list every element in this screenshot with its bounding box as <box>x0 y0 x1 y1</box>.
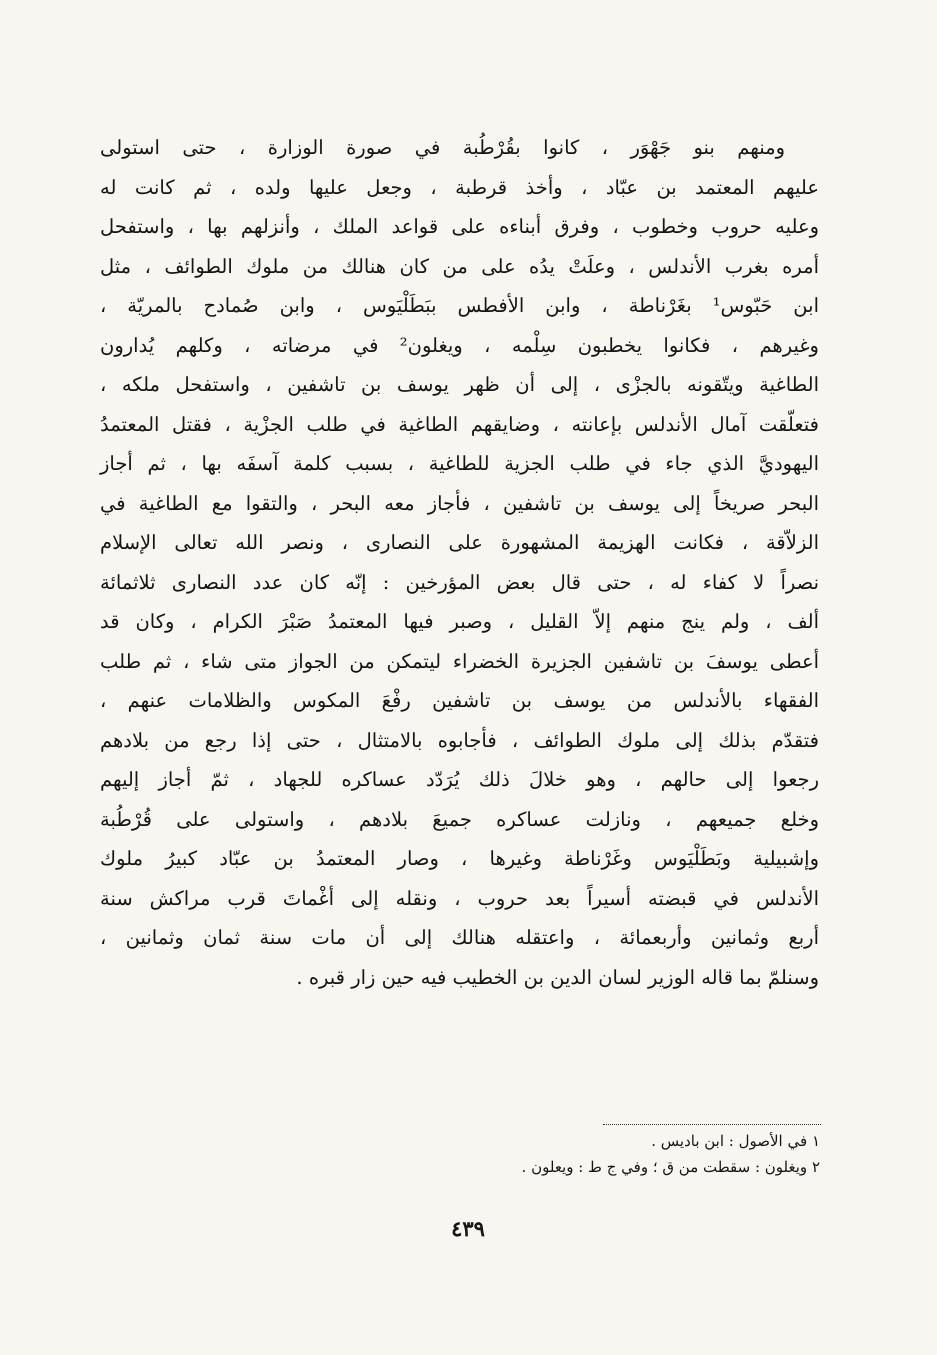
page-number: ٤٣٩ <box>451 1216 485 1241</box>
text-line: الأندلس في قبضته أسيراً بعد حروب ، ونقله إلى أغْماتَ قرب مراكش سنة <box>100 886 819 910</box>
text-line: أربع وثمانين وأربعمائة ، واعتقله هنالك إلى أن مات سنة ثمان وثمانين ، <box>100 926 819 949</box>
text-line: أعطى يوسفَ بن تاشفين الجزيرة الخضراء ليتمكن من الجواز متى شاء ، ثم طلب <box>100 649 819 673</box>
text-line: الفقهاء بالأندلس من يوسف بن تاشفين رفْعَ المكوس والظلامات عنهم ، <box>100 689 819 712</box>
text-line: وعليه حروب وخطوب ، وفرق أبناءه على قواعد الملك ، وأنزلهم بها ، واستفحل <box>100 215 819 238</box>
text-line: اليهوديَّ الذي جاء في طلب الجزية للطاغية ، بسبب كلمة آسفَه بها ، ثم أجاز <box>100 452 819 475</box>
text-line: عليهم المعتمد بن عبّاد ، وأخذ قرطبة ، وجعل عليها ولده ، ثم كانت له <box>100 175 819 199</box>
text-line: ومنهم بنو جَهْوَر ، كانوا بقُرْطُبة في صورة الوزارة ، حتى استولى <box>100 136 785 159</box>
text-line: رجعوا إلى حالهم ، وهو خلالَ ذلك يُرَدّد عساكره للجهاد ، ثمّ أجاز إليهم <box>100 768 819 791</box>
footnote: ١ في الأصول : ابن باديس . <box>651 1132 820 1150</box>
footnotes <box>400 1128 820 1180</box>
text-line: وإشبيلية وبَطَلْيَوس وغَرْناطة وغيرها ، وصار المعتمدُ بن عبّاد كبيرُ ملوك <box>100 847 819 870</box>
text-line: ألف ، ولم ينج منهم إلاّ القليل ، وصبر فيها المعتمدُ صَبْرَ الكرام ، وكان قد <box>100 610 819 633</box>
footnote: ٢ ويغلون : سقطت من ق ؛ وفي ج ط : ويعلون . <box>521 1158 820 1176</box>
text-line: الطاغية ويتّقونه بالجزْى ، إلى أن ظهر يوسف بن تاشفين ، واستفحل ملكه ، <box>100 373 819 396</box>
text-line: فتعلّقت آمال الأندلس بإعانته ، وضايقهم الطاغية في طلب الجزْية ، فقتل المعتمدُ <box>100 412 819 436</box>
text-line: فتقدّم بذلك إلى ملوك الطوائف ، فأجابوه بالامتثال ، حتى إذا رجع من بلادهم <box>100 728 819 752</box>
text-line: وغيرهم ، فكانوا يخطبون سِلْمه ، ويغلون² في مرضاته ، وكلهم يُدارون <box>100 333 819 357</box>
text-line: البحر صريخاً إلى يوسف بن تاشفين ، فأجاز معه البحر ، والتقوا مع الطاغية في <box>100 491 819 515</box>
text-line: أمره بغرب الأندلس ، وعلَتْ يدُه على من كان هنالك من ملوك الطوائف ، مثل <box>100 254 819 278</box>
text-line: وسنلمّ بما قاله الوزير لسان الدين بن الخطيب فيه حين زار قبره . <box>296 965 819 989</box>
footnote-separator <box>603 1124 821 1125</box>
main-text <box>100 128 819 997</box>
text-line: وخلع جميعهم ، ونازلت عساكره جميعَ بلادهم ، واستولى على قُرْطُبة <box>100 807 819 831</box>
text-line: ابن حَبّوس¹ بغَرْناطة ، وابن الأفطس ببَطَلْيَوس ، وابن صُمادح بالمريّة ، <box>100 294 819 317</box>
text-line: نصراً لا كفاء له ، حتى قال بعض المؤرخين : إنّه كان عدد النصارى ثلاثمائة <box>100 570 819 594</box>
text-line: الزلاّقة ، فكانت الهزيمة المشهورة على النصارى ، ونصر الله تعالى الإسلام <box>100 531 819 554</box>
